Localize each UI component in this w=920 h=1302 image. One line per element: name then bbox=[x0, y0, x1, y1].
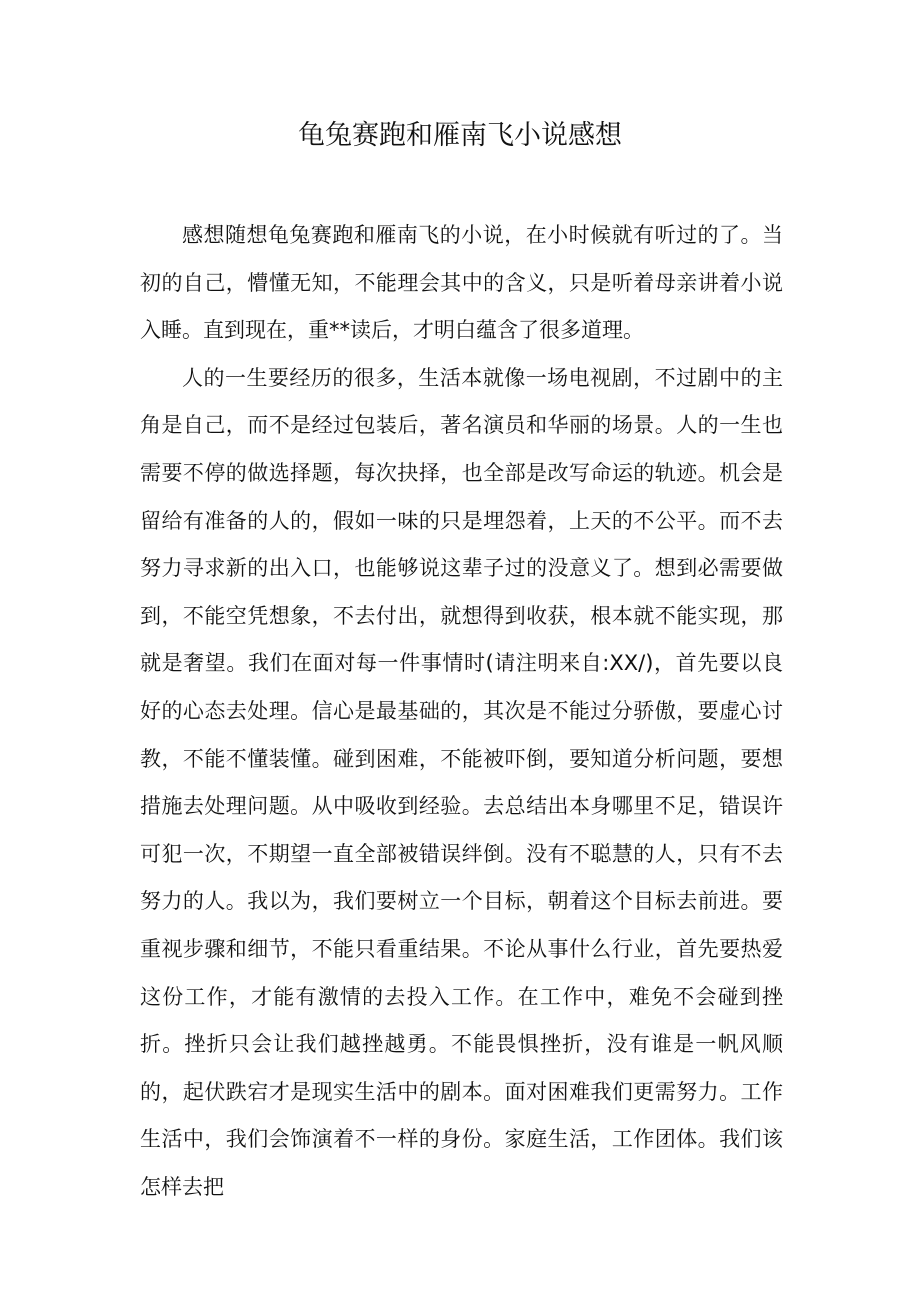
document-title: 龟兔赛跑和雁南飞小说感想 bbox=[298, 120, 622, 151]
paragraph-2: 人的一生要经历的很多，生活本就像一场电视剧，不过剧中的主角是自己，而不是经过包装后，著名演员和华丽的场景。人的一生也需要不停的做选择题，每次抉择，也全部是改写命运的轨迹。机会是留给有准备的人的，假如一味的只是埋怨着，上天的不公平。而不去努力寻求新的出入口，也能够说这辈子过的没意义了。想到必需要做到，不能空凭想象，不去付出，就想得到收获，根本就不能实现，那就是奢望。我们在面对每一件事情时(请注明来自:XX/)，首先要以良好的心态去处理。信心是最基础的，其次是不能过分骄傲，要虚心讨教，不能不懂装懂。碰到困难，不能被吓倒，要知道分析问题，要想措施去处理问题。从中吸收到经验。去总结出本身哪里不足，错误许可犯一次，不期望一直全部被错误绊倒。没有不聪慧的人，只有不去努力的人。我以为，我们要树立一个目标，朝着这个目标去前进。要重视步骤和细节，不能只看重结果。不论从事什么行业，首先要热爱这份工作，才能有激情的去投入工作。在工作中，难免不会碰到挫折。挫折只会让我们越挫越勇。不能畏惧挫折，没有谁是一帆风顺的，起伏跌宕才是现实生活中的剧本。面对困难我们更需努力。工作生活中，我们会饰演着不一样的身份。家庭生活，工作团体。我们该怎样去把 bbox=[140, 365, 783, 1199]
paragraph-1: 感想随想龟兔赛跑和雁南飞的小说，在小时候就有听过的了。当初的自己，懵懂无知，不能理会其中的含义，只是听着母亲讲着小说入睡。直到现在，重**读后，才明白蕴含了很多道理。 bbox=[140, 223, 783, 343]
document-body bbox=[140, 212, 783, 1211]
